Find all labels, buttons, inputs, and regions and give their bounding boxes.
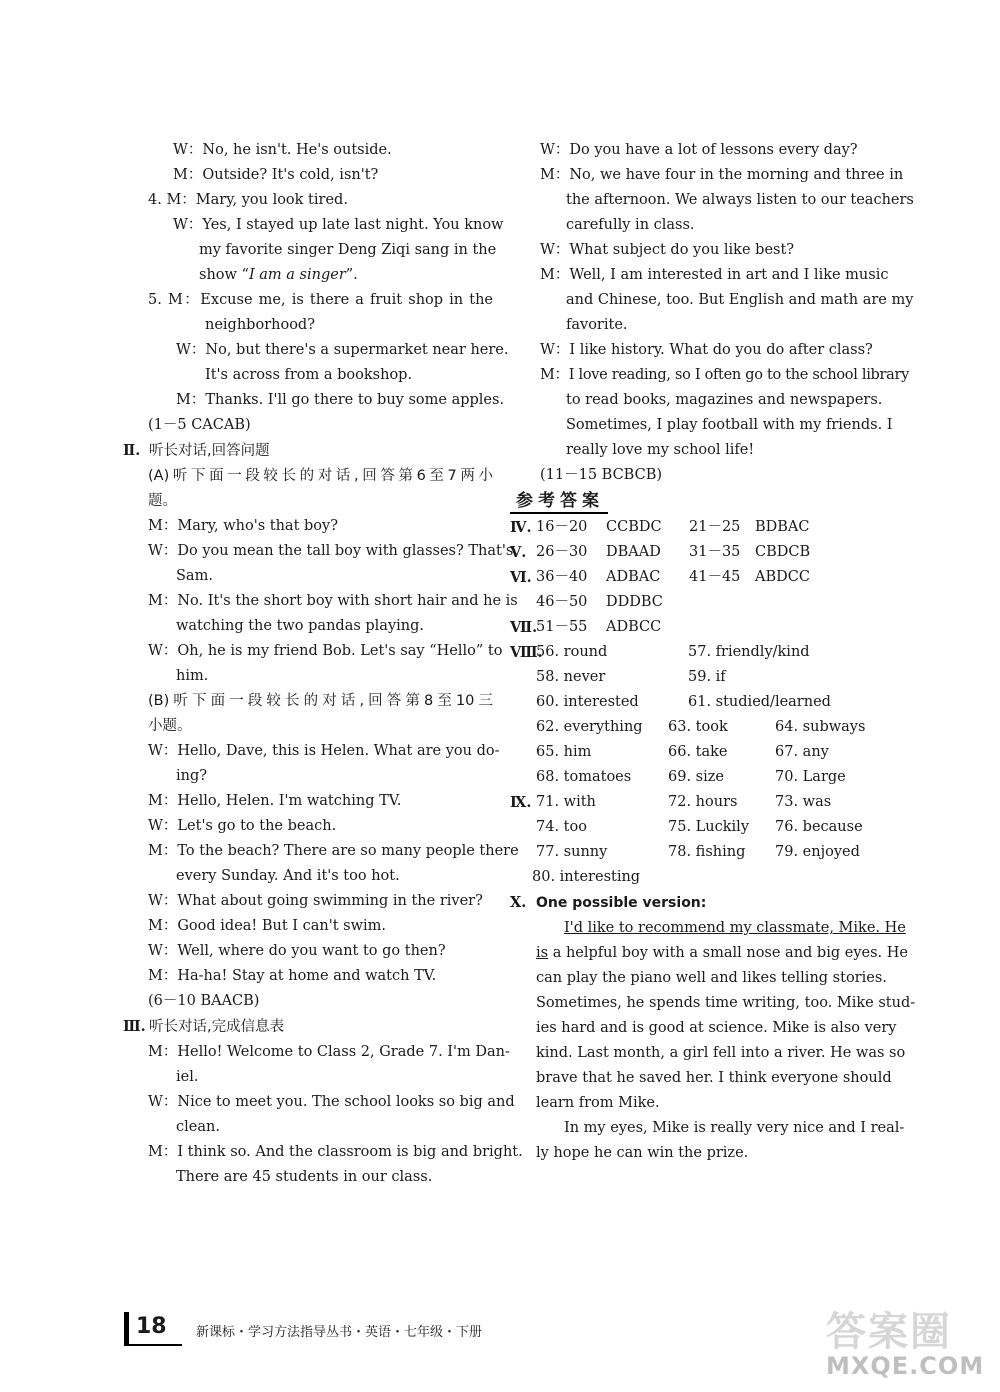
instruction-line: 小题。 [148, 718, 192, 734]
dialogue-line: W：I like history. What do you do after class? [540, 342, 873, 358]
answer-cell: 71. with [536, 794, 596, 810]
answer-cell: DBAAD [606, 544, 661, 560]
answer-cell: 66. take [668, 744, 728, 760]
dialogue-line: my favorite singer Deng Ziqi sang in the [199, 242, 497, 258]
answer-key-line: (6－10 BAACB) [148, 993, 260, 1009]
dialogue-line: W：Yes, I stayed up late last night. You know [173, 217, 504, 233]
answer-row [510, 690, 882, 715]
answer-cell: 79. enjoyed [775, 844, 860, 860]
answer-row [510, 815, 882, 840]
answer-row [510, 615, 882, 640]
dialogue-line: M：No. It's the short boy with short hair and he is [148, 593, 518, 609]
dialogue-line: W：What about going swimming in the river? [148, 893, 483, 909]
dialogue-line: W：What subject do you like best? [540, 242, 795, 258]
dialogue-line: W：Hello, Dave, this is Helen. What are you do- [148, 743, 500, 759]
section-heading: Ⅱ. 听长对话,回答问题 [123, 442, 270, 459]
answer-cell: 62. everything [536, 719, 643, 735]
answer-cell: 59. if [688, 669, 726, 685]
show-title: I am a singer [248, 267, 346, 283]
dialogue-line: favorite. [566, 317, 628, 333]
essay-line: I'd like to recommend my classmate, Mike. He [564, 920, 906, 936]
answer-cell: 78. fishing [668, 844, 746, 860]
answer-cell: 80. interesting [532, 869, 641, 885]
answer-cell: CCBDC [606, 519, 662, 535]
answer-cell: 72. hours [668, 794, 738, 810]
answer-cell: 21－25 [689, 519, 741, 535]
right-column [510, 138, 916, 1166]
essay-line: In my eyes, Mike is really very nice and I real- [564, 1120, 905, 1136]
answer-cell: 70. Large [775, 769, 846, 785]
answer-cell: 67. any [775, 744, 829, 760]
answer-cell: 76. because [775, 819, 863, 835]
dialogue-line: M：Good idea! But I can't swim. [148, 918, 387, 934]
dialogue-line: carefully in class. [566, 217, 695, 233]
essay-line: can play the piano well and likes telling stories. [536, 970, 887, 986]
sample-essay [510, 916, 916, 1166]
dialogue-line: really love my school life! [566, 442, 755, 458]
instruction-line: 题。 [148, 493, 177, 509]
dialogue-line: W：No, he isn't. He's outside. [173, 142, 392, 158]
answer-cell: 64. subways [775, 719, 866, 735]
answer-row [510, 565, 882, 590]
section-heading: X. One possible version: [510, 894, 707, 911]
instruction-line: (B)听下面一段较长的对话,回答第8至10三 [148, 693, 493, 709]
answer-cell: 74. too [536, 819, 587, 835]
dialogue-line: iel. [176, 1069, 199, 1085]
answer-cell: 63. took [668, 719, 728, 735]
answer-cell: 58. never [536, 669, 606, 685]
dialogue-line: W：Oh, he is my friend Bob. Let's say “Hello” to [148, 643, 503, 659]
instruction-line: (A)听下面一段较长的对话,回答第6至7两小 [148, 468, 493, 484]
dialogue-line: M：Ha-ha! Stay at home and watch TV. [148, 968, 437, 984]
watermark-logo: 答案圈 [826, 1309, 952, 1355]
section-number: Ⅸ. [510, 794, 532, 811]
answer-cell: 60. interested [536, 694, 639, 710]
answer-row [510, 840, 882, 865]
answer-cell: 36－40 [536, 569, 588, 585]
answer-cell: 51－55 [536, 619, 588, 635]
essay-line: learn from Mike. [536, 1095, 660, 1111]
book-title: 新课标・学习方法指导丛书・英语・七年级・下册 [196, 1325, 483, 1340]
answer-row [510, 590, 882, 615]
dialogue-line: M：Well, I am interested in art and I like music [540, 267, 889, 283]
answer-cell: CBDCB [755, 544, 811, 560]
dialogue-line: W：Nice to meet you. The school looks so big and [148, 1094, 515, 1110]
answer-cell: ABDCC [755, 569, 810, 585]
answer-cell: 56. round [536, 644, 608, 660]
page-number: 18 [136, 1314, 167, 1339]
dialogue-line: M：I think so. And the classroom is big and bright. [148, 1144, 523, 1160]
answer-cell: DDDBC [606, 594, 663, 610]
section-number: Ⅷ. [510, 644, 543, 661]
answer-row [510, 765, 882, 790]
watermark [826, 1300, 985, 1380]
dialogue-line: Sometimes, I play football with my friends. I [566, 417, 893, 433]
dialogue-line: M：Mary, who's that boy? [148, 518, 338, 534]
answers-heading: 参考答案 [510, 490, 608, 514]
essay-line: Sometimes, he spends time writing, too. Mike stud- [536, 995, 916, 1011]
dialogue-line: him. [176, 668, 209, 684]
dialogue-line: Sam. [176, 568, 213, 584]
essay-line: ly hope he can win the prize. [536, 1145, 749, 1161]
answer-cell: BDBAC [755, 519, 810, 535]
dialogue-line: 5. M：Excuse me, is there a fruit shop in the [148, 292, 493, 308]
dialogue-line: ing? [176, 768, 208, 784]
dialogue-line: There are 45 students in our class. [176, 1169, 433, 1185]
answer-cell: 61. studied/learned [688, 694, 831, 710]
answer-row [510, 865, 882, 890]
answer-row [510, 790, 882, 815]
answer-row [510, 740, 882, 765]
dialogue-line: neighborhood? [205, 317, 315, 333]
dialogue-line: W：Do you have a lot of lessons every day? [540, 142, 858, 158]
dialogue-line: M：Hello, Helen. I'm watching TV. [148, 793, 402, 809]
answer-cell: 75. Luckily [668, 819, 750, 835]
answer-cell: 31－35 [689, 544, 741, 560]
essay-line: brave that he saved her. I think everyone should [536, 1070, 892, 1086]
dialogue-line: M：Outside? It's cold, isn't? [173, 167, 379, 183]
dialogue-line: M：I love reading, so I often go to the school library [540, 367, 910, 383]
answer-cell: ADBAC [606, 569, 661, 585]
answer-cell: ADBCC [606, 619, 662, 635]
watermark-url: MXQE.COM [826, 1352, 985, 1380]
section-number: Ⅶ. [510, 619, 538, 636]
dialogue-line: 4. M：Mary, you look tired. [148, 192, 348, 208]
dialogue-line: clean. [176, 1119, 220, 1135]
answer-row [510, 640, 882, 665]
answer-row [510, 540, 882, 565]
dialogue-line: W：Well, where do you want to go then? [148, 943, 446, 959]
dialogue-line: watching the two pandas playing. [176, 618, 425, 634]
answer-rows [510, 515, 882, 890]
dialogue-line: the afternoon. We always listen to our teachers [566, 192, 914, 208]
answer-cell: 77. sunny [536, 844, 608, 860]
answer-row [510, 515, 882, 540]
footer-rule [124, 1344, 182, 1346]
dialogue-line: M：No, we have four in the morning and three in [540, 167, 904, 183]
dialogue-line: M：To the beach? There are so many people there [148, 843, 519, 859]
section-number: Ⅵ. [510, 569, 532, 586]
answer-cell: 68. tomatoes [536, 769, 632, 785]
dialogue-line: M：Hello! Welcome to Class 2, Grade 7. I'm Dan- [148, 1044, 510, 1060]
answer-cell: 57. friendly/kind [688, 644, 810, 660]
answer-row [510, 665, 882, 690]
answer-cell: 41－45 [689, 569, 741, 585]
answer-row [510, 715, 882, 740]
answer-cell: 69. size [668, 769, 724, 785]
dialogue-line: W：No, but there's a supermarket near here. [176, 342, 509, 358]
section-number: Ⅴ. [510, 544, 527, 561]
dialogue-line: W：Let's go to the beach. [148, 818, 337, 834]
dialogue-line: It's across from a bookshop. [205, 367, 413, 383]
footer-bar [124, 1312, 129, 1344]
answer-cell: 46－50 [536, 594, 588, 610]
answer-cell: 16－20 [536, 519, 588, 535]
essay-line: ies hard and is good at science. Mike is also very [536, 1020, 897, 1036]
essay-line: is a helpful boy with a small nose and big eyes. He [536, 945, 908, 961]
dialogue-line: and Chinese, too. But English and math are my [566, 292, 914, 308]
answer-cell: 26－30 [536, 544, 588, 560]
answer-cell: 65. him [536, 744, 592, 760]
section-number: Ⅳ. [510, 519, 532, 536]
answer-key-line: (11－15 BCBCB) [540, 467, 663, 483]
answers-heading-wrap [510, 488, 882, 515]
answer-key-line: (1－5 CACAB) [148, 417, 251, 433]
answer-cell: 73. was [775, 794, 832, 810]
section-heading: Ⅲ. 听长对话,完成信息表 [123, 1018, 285, 1035]
dialogue-line: W：Do you mean the tall boy with glasses? That's [148, 543, 514, 559]
dialogue-line: M：Thanks. I'll go there to buy some apples. [176, 392, 505, 408]
dialogue-line: to read books, magazines and newspapers. [566, 392, 883, 408]
dialogue-line: every Sunday. And it's too hot. [176, 868, 400, 884]
dialogue-line: show “I am a singer”. [199, 267, 358, 283]
essay-line: kind. Last month, a girl fell into a river. He was so [536, 1045, 906, 1061]
